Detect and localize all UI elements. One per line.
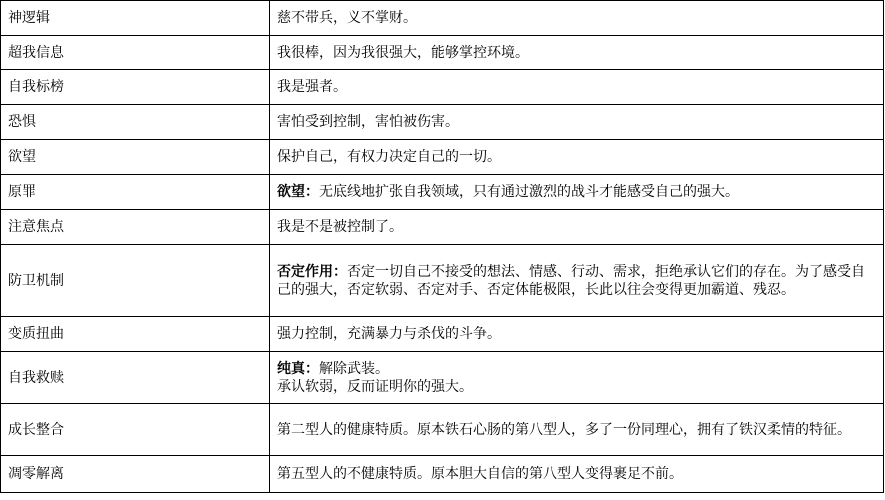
row-content: 保护自己，有权力决定自己的一切。	[270, 140, 884, 175]
row-label: 自我标榜	[1, 70, 270, 105]
row-content: 强力控制，充满暴力与杀伐的斗争。	[270, 317, 884, 352]
table-row	[1, 210, 884, 245]
table-row	[1, 1, 884, 36]
row-label: 注意焦点	[1, 210, 270, 245]
table-row	[1, 456, 884, 493]
content-text: 解除武装。	[319, 360, 389, 377]
table-row	[1, 245, 884, 317]
row-label: 欲望	[1, 140, 270, 175]
content-text-line2: 承认软弱，反而证明你的强大。	[277, 378, 473, 395]
row-label: 原罪	[1, 175, 270, 210]
row-label: 变质扭曲	[1, 317, 270, 352]
row-label: 凋零解离	[1, 456, 270, 493]
row-content: 第二型人的健康特质。原本铁石心肠的第八型人，多了一份同理心，拥有了铁汉柔情的特征。	[270, 404, 884, 456]
row-content: 我是不是被控制了。	[270, 210, 884, 245]
content-bold-prefix: 欲望：	[277, 184, 319, 200]
row-content	[270, 352, 884, 404]
row-content: 慈不带兵，义不掌财。	[270, 1, 884, 36]
row-content	[270, 245, 884, 317]
row-content: 害怕受到控制，害怕被伤害。	[270, 105, 884, 140]
row-label: 超我信息	[1, 36, 270, 70]
row-content	[270, 175, 884, 210]
content-text: 否定一切自己不接受的想法、情感、行动、需求，拒绝承认它们的存在。为了感受自己的强大，否定软弱、否定对手、否定体能极限，长此以往会变得更加霸道、残忍。	[277, 263, 865, 298]
row-label: 神逻辑	[1, 1, 270, 36]
table-row	[1, 352, 884, 404]
row-content: 我很棒，因为我很强大，能够掌控环境。	[270, 36, 884, 70]
table-row	[1, 105, 884, 140]
content-bold-prefix: 纯真：	[277, 360, 319, 377]
table-row	[1, 404, 884, 456]
row-label: 防卫机制	[1, 245, 270, 317]
table-row	[1, 140, 884, 175]
table-row	[1, 175, 884, 210]
content-bold-prefix: 否定作用：	[277, 263, 347, 280]
row-label: 自我救赎	[1, 352, 270, 404]
row-content: 第五型人的不健康特质。原本胆大自信的第八型人变得裹足不前。	[270, 456, 884, 493]
row-label: 恐惧	[1, 105, 270, 140]
row-label: 成长整合	[1, 404, 270, 456]
table-row	[1, 36, 884, 70]
table-row	[1, 317, 884, 352]
table-row	[1, 70, 884, 105]
content-text: 无底线地扩张自我领域，只有通过激烈的战斗才能感受自己的强大。	[319, 184, 739, 200]
row-content: 我是强者。	[270, 70, 884, 105]
